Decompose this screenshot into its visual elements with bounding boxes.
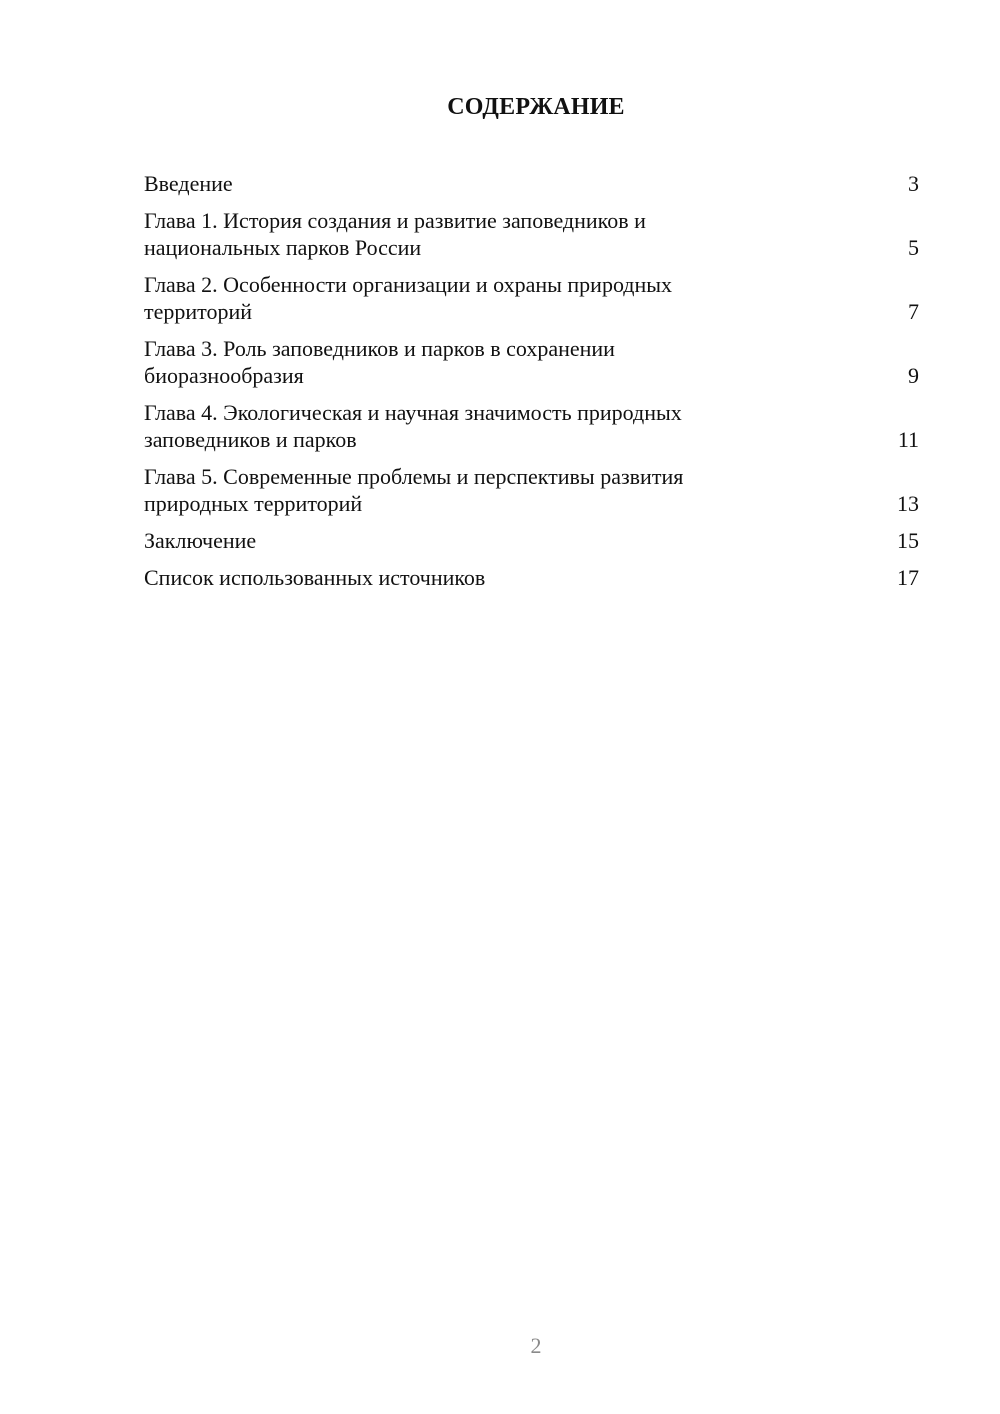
toc-entry-title: Введение [144,171,233,196]
toc-entry-title: Глава 3. Роль заповедников и парков в сохранении биоразнообразия [144,336,615,388]
toc-entry-chapter-2 [144,271,919,325]
toc-entry-chapter-5 [144,463,919,517]
toc-entry-title: Глава 1. История создания и развитие заповедников и национальных парков России [144,208,646,260]
toc-entry-page: 13 [897,491,919,516]
toc-entry-references [144,564,919,591]
toc-entry-page: 3 [908,171,919,196]
toc-entry-page: 15 [897,528,919,553]
page-title: СОДЕРЖАНИЕ [447,94,625,120]
toc-entry-page: 5 [908,235,919,260]
toc-entry-title: Глава 5. Современные проблемы и перспективы развития природных территорий [144,464,684,516]
toc-entry-title: Список использованных источников [144,565,486,590]
toc-entry-introduction [144,170,919,197]
toc-entry-chapter-3 [144,335,919,389]
page-number: 2 [530,1333,542,1358]
toc-entry-title: Глава 2. Особенности организации и охраны природных территорий [144,272,673,324]
table-of-contents [144,170,919,601]
toc-entry-title: Заключение [144,528,257,553]
toc-entry-chapter-4 [144,399,919,453]
toc-entry-page: 9 [908,363,919,388]
toc-entry-conclusion [144,527,919,554]
toc-entry-page: 17 [897,565,919,590]
toc-entry-chapter-1 [144,207,919,261]
toc-entry-title: Глава 4. Экологическая и научная значимость природных заповедников и парков [144,400,682,452]
toc-entry-page: 11 [897,427,919,452]
toc-entry-page: 7 [908,299,919,324]
